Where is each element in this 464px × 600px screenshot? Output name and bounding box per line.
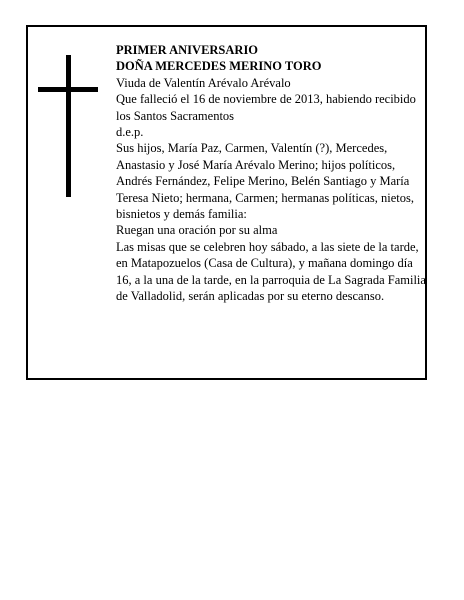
death-line: Que falleció el 16 de noviembre de 2013, habiendo recibido los Santos Sacramentos <box>116 92 416 123</box>
prayer-request: Ruegan una oración por su alma <box>116 223 278 238</box>
cross-horizontal-bar <box>38 87 98 92</box>
notice-heading: PRIMER ANIVERSARIO <box>116 43 259 57</box>
family-line: Sus hijos, María Paz, Carmen, Valentín (?), Mercedes, Anastasio y José María Arévalo Merino; hijos políticos, Andrés Fernández, Felipe Merino, Belén Santiago y María Teresa Nieto; hermana, Carmen; hermanas políticas, nietos, bisnietos y demás familia: <box>116 141 414 222</box>
widow-line: Viuda de Valentín Arévalo Arévalo <box>116 75 291 90</box>
deceased-name: DOÑA MERCEDES MERINO TORO <box>116 59 322 74</box>
cross-vertical-bar <box>66 55 71 197</box>
obituary-notice <box>26 25 427 380</box>
masses-line: Las misas que se celebren hoy sábado, a las siete de la tarde, en Matapozuelos (Casa de Cultura), y mañana domingo día 16, a la una de la tarde, en la parroquia de La Sagrada Familia de Valladolid, serán aplicadas por su eterno descanso. <box>116 239 426 304</box>
rip-line: d.e.p. <box>116 125 144 140</box>
cross-icon <box>38 55 98 197</box>
notice-text <box>116 42 426 305</box>
